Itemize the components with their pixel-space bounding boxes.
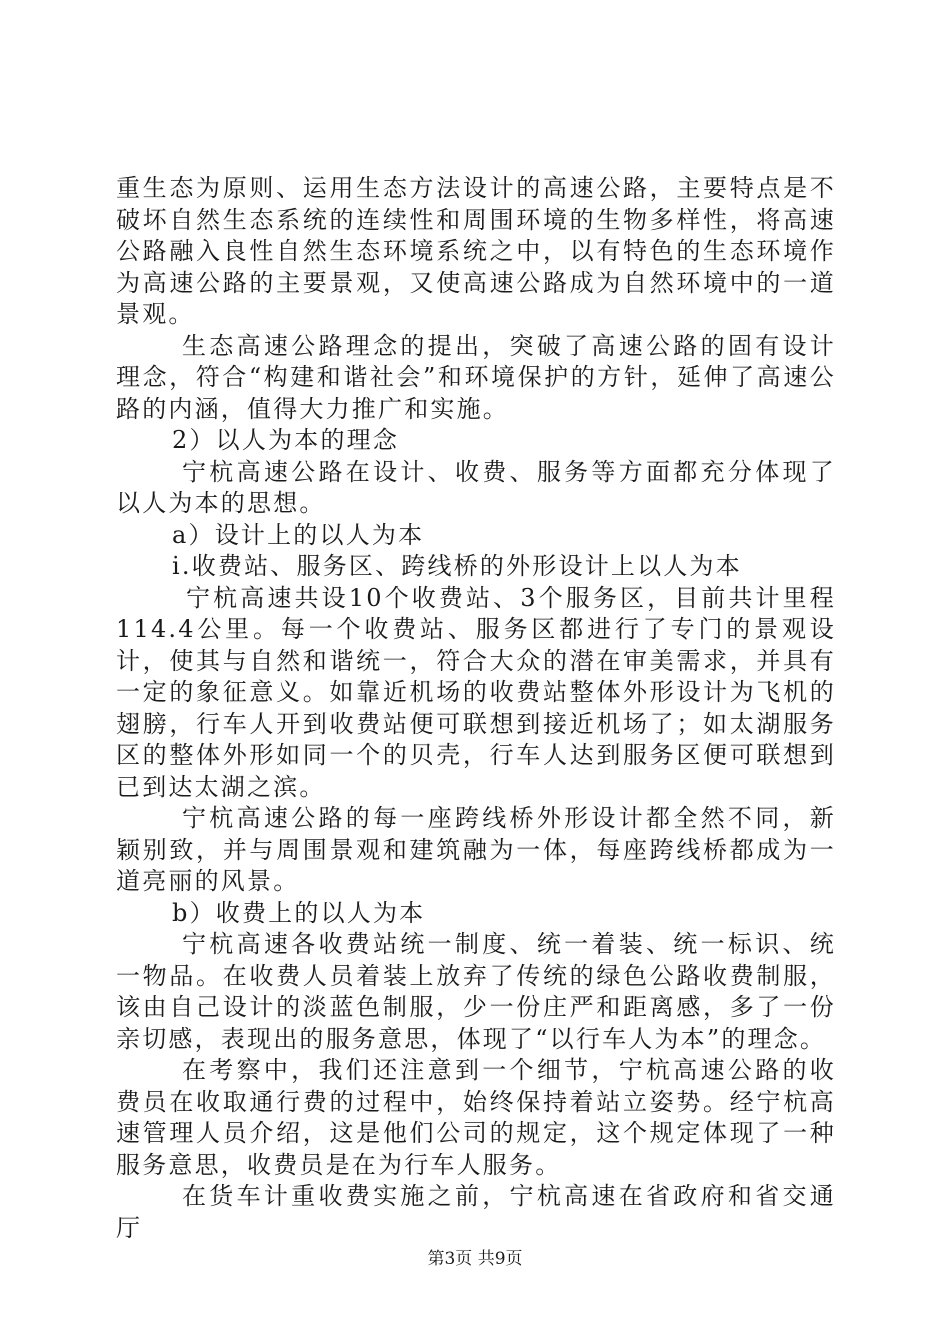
heading-people-oriented: 2）以人为本的理念 [172,426,400,454]
document-body [116,173,836,1244]
paragraph-toll-uniform: 宁杭高速各收费站统一制度、统一着装、统一标识、统一物品。在收费人员着装上放弃了传统的绿色公路收费制服，该由自己设计的淡蓝色制服，少一份庄严和距离感，多了一份亲切感，表现出的服务意思，体现了“以行车人为本”的理念。 [116,930,836,1053]
heading-design-people-oriented: a）设计上的以人为本 [172,520,425,549]
paragraph-eco-highway-concept: 生态高速公路理念的提出，突破了高速公路的固有设计理念，符合“构建和谐社会”和环境保护的方针，延伸了高速公路的内涵，值得大力推广和实施。 [116,331,836,423]
paragraph-weight-toll: 在货车计重收费实施之前，宁杭高速在省政府和省交通厅 [116,1182,836,1242]
heading-toll-people-oriented: b）收费上的以人为本 [172,898,426,927]
paragraph-people-oriented-intro: 宁杭高速公路在设计、收费、服务等方面都充分体现了以人为本的思想。 [116,457,836,517]
paragraph-bridge-design: 宁杭高速公路的每一座跨线桥外形设计都全然不同，新颖别致，并与周围景观和建筑融为一体，每座跨线桥都成为一道亮丽的风景。 [116,804,836,895]
page-number-footer: 第3页 共9页 [427,1249,523,1269]
paragraph-station-design: 宁杭高速共设10个收费站、3个服务区，目前共计里程114.4公里。每一个收费站、服务区都进行了专门的景观设计，使其与自然和谐统一，符合大众的潜在审美需求，并具有一定的象征意义。如靠近机场的收费站整体外形设计为飞机的翅膀，行车人开到收费站便可联想到接近机场了；如太湖服务区的整体外形如同一个的贝壳，行车人达到服务区便可联想到已到达太湖之滨。 [116,583,836,801]
paragraph-eco-highway-definition: 重生态为原则、运用生态方法设计的高速公路，主要特点是不破坏自然生态系统的连续性和周围环境的生物多样性，将高速公路融入良性自然生态环境系统之中，以有特色的生态环境作为高速公路的主要景观，又使高速公路成为自然环境中的一道景观。 [116,174,836,328]
heading-station-design: i.收费站、服务区、跨线桥的外形设计上以人为本 [172,552,742,580]
paragraph-toll-standing: 在考察中，我们还注意到一个细节，宁杭高速公路的收费员在收取通行费的过程中，始终保持着站立姿势。经宁杭高速管理人员介绍，这是他们公司的规定，这个规定体现了一种服务意思，收费员是在为行车人服务。 [116,1056,836,1179]
